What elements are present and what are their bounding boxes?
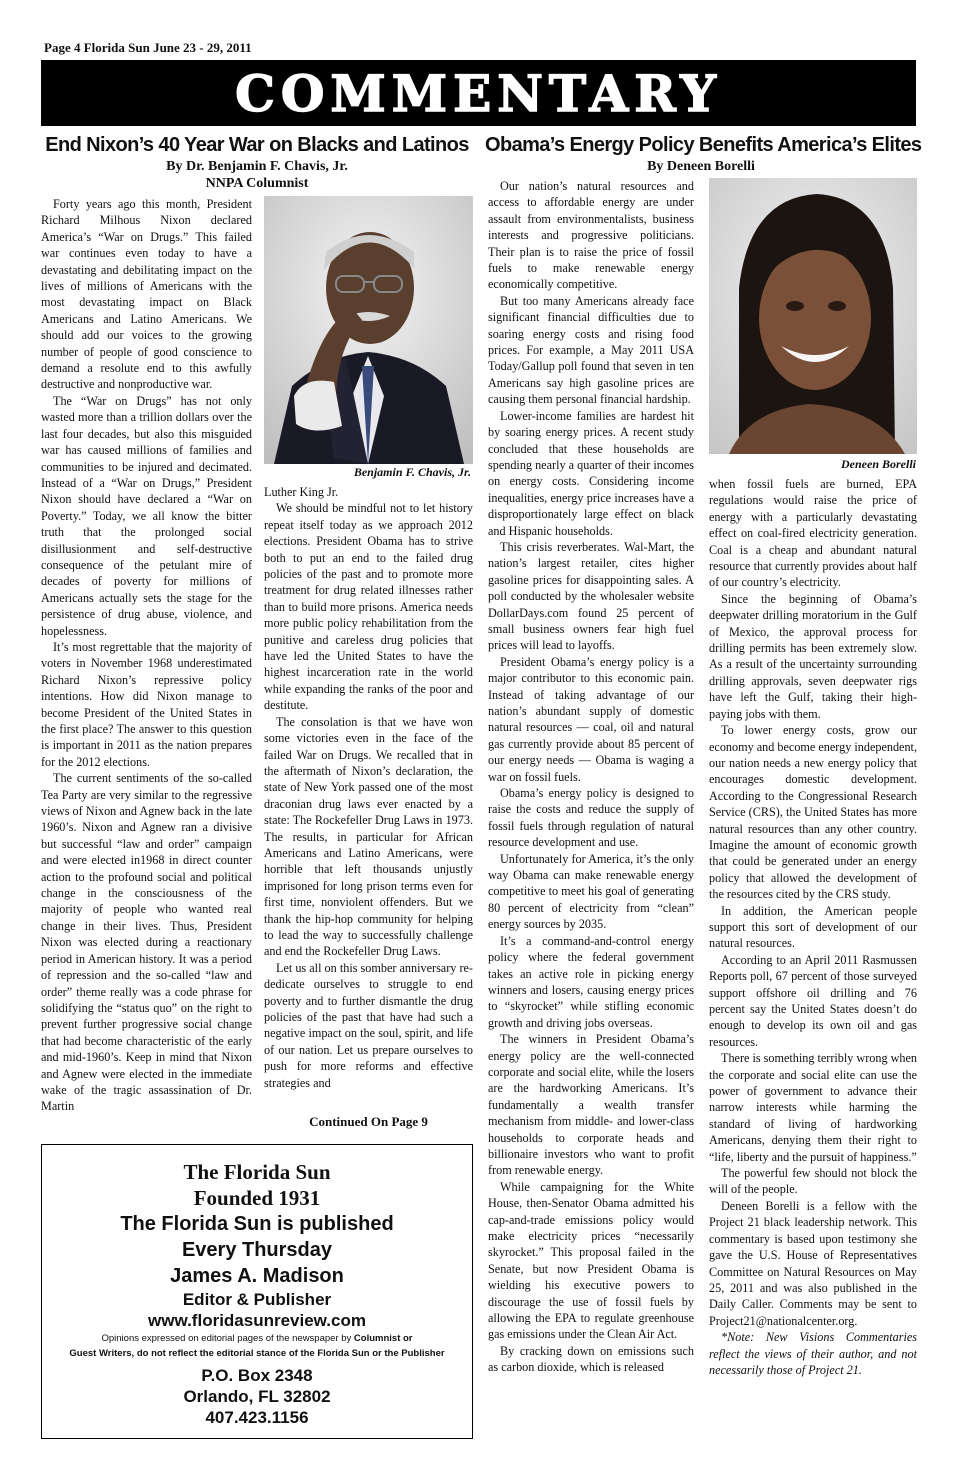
paragraph: It’s most regrettable that the majority of voters in November 1968 underestimated Richard Nixon’s repressive policy intentions. How did Nixon manage to become President of the United States in the first place? The answer to this question is important in 2011 as the nation prepares for the 2012 elections. bbox=[41, 639, 252, 769]
right-article-column-1 bbox=[488, 178, 694, 1443]
paragraph: President Obama’s energy policy is a major contributor to this economic pain. Instead of taking advantage of our nation’s abundant supply of domestic natural resources — coal, oil and natural gas currently provide about 85 percent of our energy needs — Obama is waging a war on fossil fuels. bbox=[488, 654, 694, 784]
website: www.floridasunreview.com bbox=[148, 1311, 366, 1330]
paragraph: While campaigning for the White House, then-Senator Obama admitted his cap-and-trade emissions policy would make electricity prices “necessarily skyrocket.” This proposal failed in the Senate, but now President Obama is wielding his executive powers to discourage the use of fossil fuels by allowing the EPA to regulate greenhouse gas emissions under the Clean Air Act. bbox=[488, 1179, 694, 1342]
published-line: The Florida Sun is published bbox=[120, 1213, 394, 1235]
left-article-byline: By Dr. Benjamin F. Chavis, Jr. bbox=[166, 159, 348, 174]
disclaimer-text: Opinions expressed on editorial pages of the newspaper by bbox=[101, 1333, 354, 1344]
paragraph: According to an April 2011 Rasmussen Reports poll, 67 percent of those surveyed support offshore oil drilling and 76 percent say the United States doesn’t do enough to develop its own oil and gas resources. bbox=[709, 952, 917, 1049]
paragraph: Unfortunately for America, it’s the only way Obama can make renewable energy competitive to meet his goal of generating 80 percent of electricity from “clean” energy sources by 2035. bbox=[488, 851, 694, 932]
paragraph: We should be mindful not to let history repeat itself today as we approach 2012 elections. President Obama has to strive both to put an end to the failed drug policies of the past and to promote more treatment for drug related illnesses rather than to build more prisons. America needs more public policy rehabilitation from the punitive and careless drug policies that have led the United States to have the highest incarceration rate in the world while expanding the ranks of the poor and destitute. bbox=[264, 501, 473, 713]
publisher-info-box bbox=[41, 1144, 473, 1439]
editor-note: *Note: New Visions Commentaries reflect the views of their author, and not necessarily those of Project 21. bbox=[709, 1330, 917, 1377]
section-masthead bbox=[41, 60, 916, 126]
chavis-photo-caption: Benjamin F. Chavis, Jr. bbox=[353, 465, 471, 479]
paragraph: Luther King Jr. bbox=[264, 485, 339, 499]
paper-name: The Florida Sun bbox=[183, 1160, 331, 1184]
left-article-column-2 bbox=[264, 484, 473, 1114]
right-article-byline: By Deneen Borelli bbox=[647, 159, 755, 174]
paragraph: when fossil fuels are burned, EPA regulations would raise the price of energy with a particularly devastating effect on coal-fired electricity generation. Coal is a cheap and abundant natural resource that currently provides about half of our country’s electricity. bbox=[709, 477, 917, 590]
disclaimer-line-1 bbox=[42, 1331, 472, 1346]
paragraph: But too many Americans already face significant financial difficulties due to soaring energy costs and rising food prices. For example, a May 2011 USA Today/Gallup poll found that seven in ten Americans say high gasoline prices are causing them personal financial hardship. bbox=[488, 293, 694, 407]
borelli-portrait bbox=[709, 178, 917, 454]
right-article-column-2 bbox=[709, 476, 917, 1444]
paragraph: Since the beginning of Obama’s deepwater drilling moratorium in the Gulf of Mexico, the approval process for drilling permits has been extremely slow. As a result of the uncertainty surrounding drilling approvals, seven deepwater rigs have left the Gulf, taking their high-paying jobs with them. bbox=[709, 591, 917, 721]
paragraph: The consolation is that we have won some victories even in the face of the failed War on Drugs. We recalled that in the aftermath of Nixon’s declaration, the state of New York passed one of the most draconian drug laws ever enacted by a state: The Rockefeller Drug Laws in 1973. The results, in particular for African Americans and Latino Americans, were horrible that left thousands unjustly imprisoned for long prison terms even for first time, nonviolent offenders. But we thank the hip-hop community for helping to lead the way to successfully challenge and end the Rockefeller Drug Laws. bbox=[264, 714, 473, 959]
paragraph: Lower-income families are hardest hit by soaring energy prices. A recent study concluded that these households are spending nearly a quarter of their incomes on energy costs. Considering income inequalities, energy price increases have a disproportionately large effect on black and Hispanic households. bbox=[488, 408, 694, 538]
schedule-line: Every Thursday bbox=[181, 1239, 333, 1261]
paragraph: In addition, the American people support this sort of development of our natural resources. bbox=[709, 903, 917, 951]
left-article-headline: End Nixon’s 40 Year War on Blacks and Latinos bbox=[45, 134, 469, 156]
paragraph: The powerful few should not block the will of the people. bbox=[709, 1166, 917, 1197]
chavis-portrait bbox=[264, 196, 473, 464]
left-article-column-1 bbox=[41, 196, 252, 1134]
paragraph: There is something terribly wrong when the corporate and social elite can use the power of government to advance their narrow interests while harming the standard of living of hardworking Americans, denying them their right to “life, liberty and the pursuit of happiness.” bbox=[709, 1051, 917, 1164]
paragraph: The current sentiments of the so-called Tea Party are very similar to the regressive views of Nixon and Agnew back in the late 1960’s. Nixon and Agnew ran a divisive but successful “law and order” campaign and were elected in1968 in direct counter action to the profound social and political change in the consciousness of the majority of people who wanted real change in their lives. Thus, President Nixon was elected during a reactionary period in American history. It was a period of repression and the so-called “law and order” theme really was a code phrase for solidifying the “status quo” on the right to prevent further progressive social change that had become characteristic of the early and mid-1960’s. Keep in mind that Nixon and Agnew were elected in the immediate wake of the tragic assassination of Dr. Martin bbox=[41, 771, 252, 1114]
left-article-byline-title: NNPA Columnist bbox=[205, 176, 309, 191]
paragraph: By cracking down on emissions such as carbon dioxide, which is released bbox=[488, 1343, 694, 1375]
borelli-photo-caption: Deneen Borelli bbox=[841, 457, 916, 471]
po-box: P.O. Box 2348 bbox=[201, 1366, 313, 1385]
paragraph: The “War on Drugs” has not only wasted more than a trillion dollars over the last four decades, but also this misguided war has caused millions of families and communities to be injured and decimated. Instead of a “War on Drugs,” President Nixon should have declared a “War on Poverty.” Today, we all know the bitter truth that the prolonged social disillusionment and self-destructive consequence of the petulant mire of decades of poverty for millions of Americans actually sets the stage for the persistence of drug abuse, violence, and hopelessness. bbox=[41, 393, 252, 638]
city-line: Orlando, FL 32802 bbox=[183, 1387, 331, 1406]
disclaimer-emphasis: Columnist or bbox=[353, 1333, 413, 1344]
page-folio: Page 4 Florida Sun June 23 - 29, 2011 bbox=[44, 40, 252, 55]
paragraph: Our nation’s natural resources and access to affordable energy are under assault from environmentalists, business interests and progressive politicians. Their plan is to raise the price of fossil fuels to make renewable energy economically competitive. bbox=[488, 179, 694, 292]
phone-number: 407.423.1156 bbox=[205, 1408, 309, 1427]
paragraph: Let us all on this somber anniversary re-dedicate ourselves to struggle to end poverty and to further dismantle the drug policies of the past that have had such a negative impact on the soul, spirit, and life of our nation. Let us prepare ourselves to push for more reforms and effective strategies and bbox=[264, 960, 473, 1090]
disclaimer-line-2: Guest Writers, do not reflect the editorial stance of the Florida Sun or the Publisher bbox=[69, 1348, 445, 1359]
paragraph: This crisis reverberates. Wal-Mart, the nation’s largest retailer, cites higher gasoline prices for disappointing sales. A poll conducted by the wholesaler website DollarDays.com found 25 percent of small business owners fear high fuel prices will lead to layoffs. bbox=[488, 539, 694, 653]
masthead-title: COMMENTARY bbox=[235, 63, 722, 123]
chavis-portrait-image bbox=[264, 196, 473, 464]
paragraph: Deneen Borelli is a fellow with the Project 21 black leadership network. This commentary is based upon testimony she gave the U.S. House of Representatives Committee on Natural Resources on May 25, 2011 and was also published in the Daily Caller. Comments may be sent to Project21@nationalcenter.org. bbox=[709, 1198, 917, 1328]
paragraph: The winners in President Obama’s energy policy are the well-connected corporate and social elite, while the losers are the hardworking Americans. It’s fundamentally a wealth transfer mechanism from middle- and lower-class households to corporate heads and billionaire investors who want to profit from renewable energy. bbox=[488, 1032, 694, 1178]
paragraph: Forty years ago this month, President Richard Milhous Nixon declared America’s “War on Drugs.” This failed war continues even today to have a devastating and debilitating impact on the lives of millions of Americans with the most devastating impact on Black Americans and Latino Americans. We should add our voices to the growing number of people of good conscience to demand a resolute end to this awfully destructive and nonproductive war. bbox=[41, 197, 252, 392]
paragraph: Obama’s energy policy is designed to raise the costs and reduce the supply of fossil fuels through regulation of natural resource development and use. bbox=[488, 786, 694, 850]
borelli-portrait-image bbox=[709, 178, 917, 454]
publisher-title: Editor & Publisher bbox=[182, 1290, 332, 1309]
paragraph: To lower energy costs, grow our economy and become energy independent, our nation needs a new energy policy that encourages domestic development. According to the Congressional Research Service (CRS), the United States has more natural resources than any other country. Imagine the amount of economic growth that could be generated under an energy policy that allowed the development of the resources cited by the CRS study. bbox=[709, 723, 917, 902]
paragraph: It’s a command-and-control energy policy where the federal government takes an active role in picking energy winners and losers, causing energy prices to “skyrocket” while stifling economic growth and driving jobs overseas. bbox=[488, 933, 694, 1030]
right-article-headline: Obama’s Energy Policy Benefits America’s Elites bbox=[485, 134, 922, 156]
continued-notice: Continued On Page 9 bbox=[309, 1114, 428, 1129]
publisher-name: James A. Madison bbox=[170, 1265, 344, 1287]
founded-line: Founded 1931 bbox=[193, 1186, 321, 1210]
